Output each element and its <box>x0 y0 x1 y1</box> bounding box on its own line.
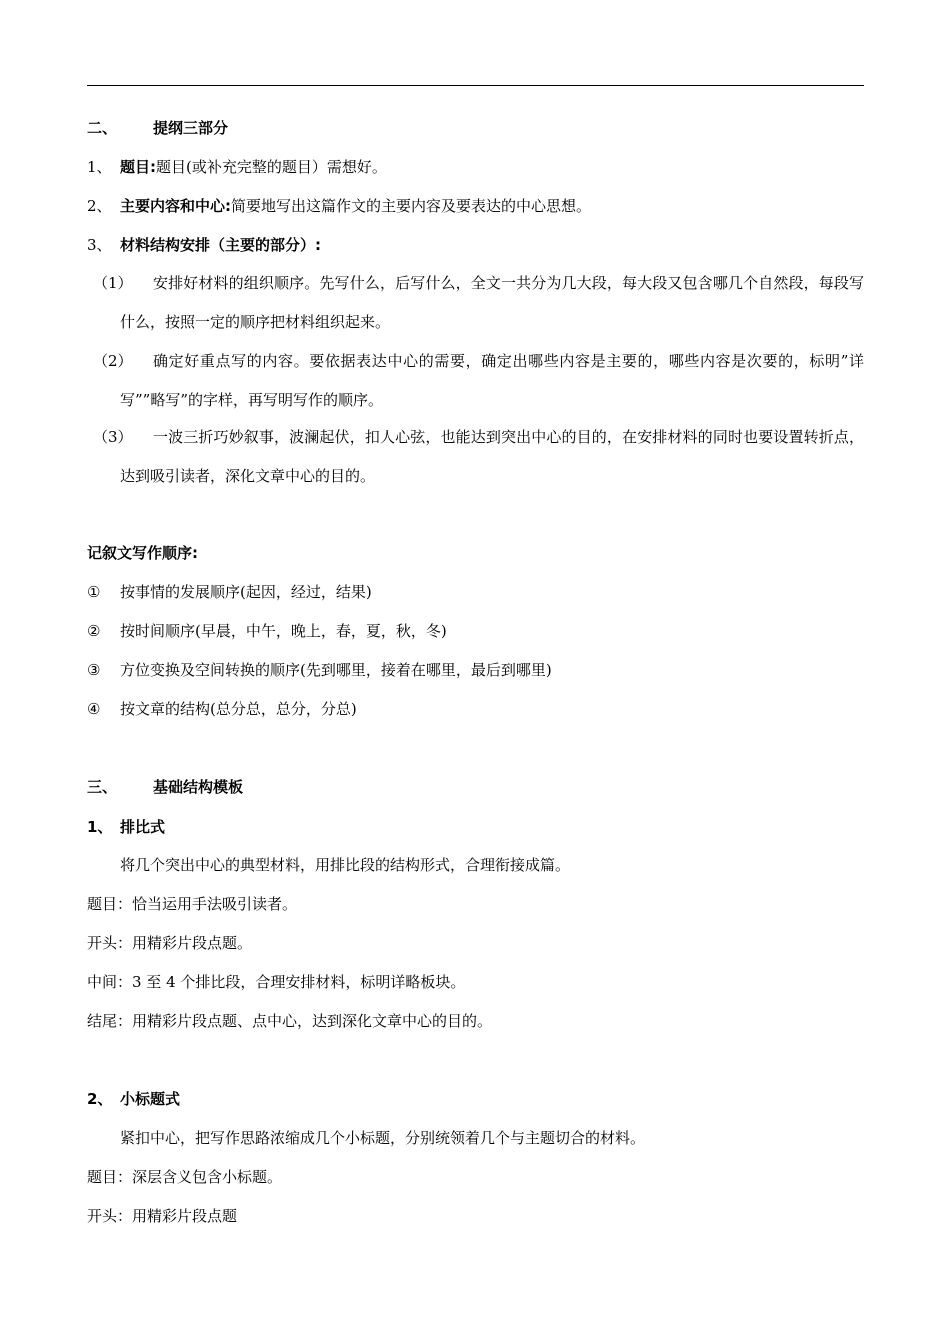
type2-line-1: 题目：深层含义包含小标题。 <box>87 1168 283 1186</box>
sub-item-3-num: （3） <box>93 428 133 446</box>
type2-num: 2、 <box>87 1090 113 1108</box>
outline-item-2-label: 主要内容和中心: <box>120 197 231 215</box>
sub-item-1-num: （1） <box>93 274 133 292</box>
sub-item-2-num: （2） <box>93 352 133 370</box>
order-item-2-text: 按时间顺序(早晨，中午，晚上，春，夏，秋，冬) <box>120 622 447 640</box>
type2-heading <box>87 1089 180 1109</box>
order-item-4 <box>87 699 357 719</box>
sub-item-3 <box>87 418 864 496</box>
order-item-1-text: 按事情的发展顺序(起因，经过，结果) <box>120 583 372 601</box>
outline-item-2 <box>87 196 591 216</box>
section2-heading <box>87 118 228 138</box>
section2-num: 二、 <box>87 119 118 137</box>
outline-item-2-text: 简要地写出这篇作文的主要内容及要表达的中心思想。 <box>231 197 592 215</box>
order-item-1 <box>87 582 372 602</box>
outline-item-1-text: 题目(或补充完整的题目）需想好。 <box>156 158 387 176</box>
type2-desc: 紧扣中心，把写作思路浓缩成几个小标题，分别统领着几个与主题切合的材料。 <box>120 1129 646 1147</box>
type1-line-3: 中间：3 至 4 个排比段，合理安排材料，标明详略板块。 <box>87 973 466 991</box>
sub-item-1-text: 安排好材料的组织顺序。先写什么，后写什么，全文一共分为几大段，每大段又包含哪几个自然段，每段写什么，按照一定的顺序把材料组织起来。 <box>120 274 864 331</box>
outline-item-2-num: 2、 <box>87 197 112 215</box>
sub-item-3-text: 一波三折巧妙叙事，波澜起伏，扣人心弦，也能达到突出中心的目的，在安排材料的同时也要设置转折点，达到吸引读者，深化文章中心的目的。 <box>120 428 864 485</box>
type1-num: 1、 <box>87 818 113 836</box>
type1-line-1: 题目：恰当运用手法吸引读者。 <box>87 895 298 913</box>
type1-heading <box>87 817 165 837</box>
outline-item-3-num: 3、 <box>87 236 112 254</box>
outline-item-3-label: 材料结构安排（主要的部分）: <box>120 236 321 254</box>
order-item-4-mark: ④ <box>87 700 101 718</box>
section3-num: 三、 <box>87 778 118 796</box>
order-item-1-mark: ① <box>87 583 101 601</box>
order-item-3-mark: ③ <box>87 661 101 679</box>
type2-line-2: 开头：用精彩片段点题 <box>87 1207 238 1225</box>
type2-title: 小标题式 <box>120 1090 181 1108</box>
header-rule <box>87 85 864 86</box>
type1-title: 排比式 <box>120 818 166 836</box>
section2-title: 提纲三部分 <box>153 119 229 137</box>
sub-item-2 <box>87 342 864 420</box>
outline-item-3 <box>87 235 321 255</box>
type1-line-2: 开头：用精彩片段点题。 <box>87 934 253 952</box>
outline-item-1-num: 1、 <box>87 158 112 176</box>
sub-item-1 <box>87 264 864 342</box>
order-item-3-text: 方位变换及空间转换的顺序(先到哪里，接着在哪里，最后到哪里) <box>120 661 552 679</box>
order-item-3 <box>87 660 552 680</box>
section3-heading <box>87 777 243 797</box>
order-item-4-text: 按文章的结构(总分总，总分，分总) <box>120 700 357 718</box>
order-title: 记叙文写作顺序: <box>87 544 198 562</box>
type1-line-4: 结尾：用精彩片段点题、点中心，达到深化文章中心的目的。 <box>87 1012 493 1030</box>
order-item-2-mark: ② <box>87 622 101 640</box>
sub-item-2-text: 确定好重点写的内容。要依据表达中心的需要，确定出哪些内容是主要的，哪些内容是次要的，标明”详写””略写”的字样，再写明写作的顺序。 <box>120 352 864 409</box>
outline-item-1-label: 题目: <box>120 158 156 176</box>
section3-title: 基础结构模板 <box>153 778 244 796</box>
outline-item-1 <box>87 157 387 177</box>
order-item-2 <box>87 621 447 641</box>
type1-desc: 将几个突出中心的典型材料，用排比段的结构形式，合理衔接成篇。 <box>120 856 571 874</box>
